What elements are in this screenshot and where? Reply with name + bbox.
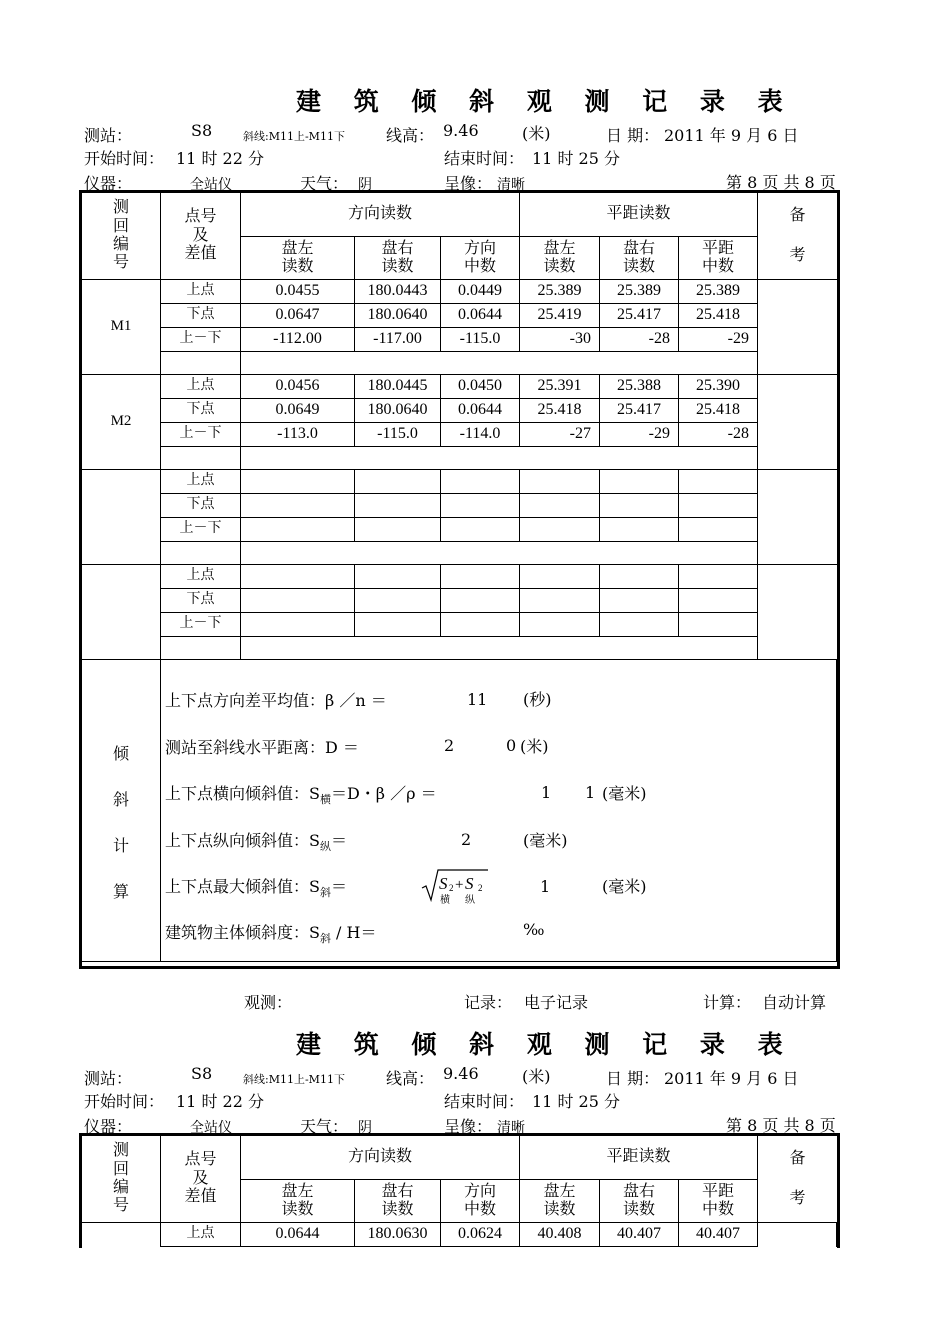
direction-reading-header: 方向读数 xyxy=(241,1136,520,1180)
observation-table xyxy=(81,1135,839,1247)
max-slope-label: 上下点最大倾斜值：$S_斜=$ xyxy=(165,877,347,900)
start-time-value: 11 时 22 分 xyxy=(176,149,264,168)
remark-cell xyxy=(758,565,838,660)
row-label-lower: 下点 xyxy=(161,399,241,423)
cell: -117.00 xyxy=(355,328,441,352)
horizontal-unit: (毫米) xyxy=(602,784,647,803)
vertical-unit: (毫米) xyxy=(523,831,568,850)
image-label: 呈像： xyxy=(444,1117,493,1136)
point-diff-header: 点号 及 差值 xyxy=(161,193,241,280)
station-no-header: 测 回 编 号 xyxy=(82,193,161,280)
station-no-header: 测 回 编 号 xyxy=(82,1136,161,1223)
weather-label: 天气： xyxy=(300,1117,349,1136)
cell: -114.0 xyxy=(441,423,520,447)
spacer-cell xyxy=(161,352,241,375)
vertical-label: 上下点纵向倾斜值：$S_纵=$ xyxy=(165,831,347,854)
slant-line: 斜线:M11上-M11下 xyxy=(243,130,345,143)
image-value: 清晰 xyxy=(497,1120,525,1136)
cell: -113.0 xyxy=(241,423,355,447)
spacer-cell xyxy=(241,352,758,375)
distance-value-b: 0 xyxy=(506,736,517,755)
remark-cell xyxy=(758,375,838,470)
end-time-value: 11 时 25 分 xyxy=(532,1092,620,1111)
cell: -112.00 xyxy=(241,328,355,352)
table-row xyxy=(82,494,838,518)
horizontal-value-a: 1 xyxy=(541,783,552,802)
cell: 25.419 xyxy=(520,304,600,328)
dist-left-header: 盘左 读数 xyxy=(520,1180,600,1223)
vertical-value: 2 xyxy=(461,830,472,849)
group-name: M2 xyxy=(82,375,161,470)
dist-left-header: 盘左 读数 xyxy=(520,237,600,280)
cell: 180.0640 xyxy=(355,399,441,423)
table-row xyxy=(82,1223,838,1247)
overall-slope-label: 建筑物主体倾斜度：$S_斜 / H=$ xyxy=(165,923,377,946)
row-label-lower: 下点 xyxy=(161,589,241,613)
table-row xyxy=(82,613,838,637)
distance-reading-header: 平距读数 xyxy=(520,1136,758,1180)
page-info: 第 8 页 共 8 页 xyxy=(726,173,836,192)
cell: 25.418 xyxy=(520,399,600,423)
row-label-diff: 上－下 xyxy=(161,613,241,637)
end-time-label: 结束时间： xyxy=(444,1092,525,1111)
cell: 0.0624 xyxy=(441,1223,520,1247)
cell: 180.0445 xyxy=(355,375,441,399)
cell: -28 xyxy=(679,423,758,447)
cell: 180.0443 xyxy=(355,280,441,304)
row-label-diff: 上－下 xyxy=(161,328,241,352)
start-time-value: 11 时 22 分 xyxy=(176,1092,264,1111)
cell: 25.391 xyxy=(520,375,600,399)
table-row xyxy=(82,304,838,328)
spacer-cell xyxy=(161,447,241,470)
dir-mid-header: 方向 中数 xyxy=(441,237,520,280)
cell: 25.418 xyxy=(679,304,758,328)
row-label-lower: 下点 xyxy=(161,494,241,518)
table-row xyxy=(82,375,838,399)
cell: 0.0449 xyxy=(441,280,520,304)
weather-label: 天气： xyxy=(300,174,349,193)
cell: -30 xyxy=(520,328,600,352)
spacer-cell xyxy=(161,637,241,660)
dir-mid-header: 方向 中数 xyxy=(441,1180,520,1223)
date-label: 日 期： xyxy=(606,126,660,145)
cell: -29 xyxy=(600,423,679,447)
spacer-cell xyxy=(161,542,241,565)
image-value: 清晰 xyxy=(497,177,525,193)
point-diff-header: 点号 及 差值 xyxy=(161,1136,241,1223)
row-label-diff: 上－下 xyxy=(161,423,241,447)
remark-header: 备 考 xyxy=(758,193,838,280)
group-name xyxy=(82,1223,161,1247)
dist-right-header: 盘右 读数 xyxy=(600,237,679,280)
table-row xyxy=(82,399,838,423)
weather-value: 阴 xyxy=(358,177,372,193)
cell: 0.0647 xyxy=(241,304,355,328)
end-time-label: 结束时间： xyxy=(444,149,525,168)
group-name xyxy=(82,565,161,660)
date-value: 2011 年 9 月 6 日 xyxy=(664,1069,799,1088)
cell: 25.389 xyxy=(520,280,600,304)
svg-text:S: S xyxy=(465,874,474,893)
row-label-upper: 上点 xyxy=(161,375,241,399)
spacer-cell xyxy=(241,637,758,660)
calculator-value: 自动计算 xyxy=(762,993,827,1012)
svg-text:2: 2 xyxy=(449,883,454,893)
cell: 0.0649 xyxy=(241,399,355,423)
start-time-label: 开始时间： xyxy=(84,1092,165,1111)
station-label: 测站： xyxy=(84,126,133,145)
slant-line: 斜线:M11上-M11下 xyxy=(243,1073,345,1086)
cell: 180.0630 xyxy=(355,1223,441,1247)
end-time-value: 11 时 25 分 xyxy=(532,149,620,168)
horizontal-label: 上下点横向倾斜值：$S_横=D$・β ／ρ ＝ xyxy=(165,784,437,807)
cell: 0.0644 xyxy=(441,399,520,423)
formula-sub-horizontal: 横 xyxy=(440,895,450,906)
cell: 180.0640 xyxy=(355,304,441,328)
cell: 40.408 xyxy=(520,1223,600,1247)
cell: -29 xyxy=(679,328,758,352)
image-label: 呈像： xyxy=(444,174,493,193)
line-height-label: 线高： xyxy=(386,126,435,145)
horizontal-value-b: 1 xyxy=(585,783,596,802)
avg-diff-label: 上下点方向差平均值：β ／n ＝ xyxy=(165,691,387,710)
remark-cell xyxy=(758,1223,838,1247)
start-time-label: 开始时间： xyxy=(84,149,165,168)
calculator-label: 计算： xyxy=(703,993,752,1012)
row-label-upper: 上点 xyxy=(161,1223,241,1247)
spacer-cell xyxy=(241,542,758,565)
avg-diff-value: 11 xyxy=(467,690,488,709)
instrument-value: 全站仪 xyxy=(190,177,232,193)
distance-value-a: 2 xyxy=(444,736,455,755)
cell: -115.0 xyxy=(355,423,441,447)
distance-unit: (米) xyxy=(520,737,549,756)
row-label-upper: 上点 xyxy=(161,280,241,304)
cell: 25.390 xyxy=(679,375,758,399)
cell: 25.418 xyxy=(679,399,758,423)
table-row xyxy=(82,589,838,613)
table-row xyxy=(82,470,838,494)
cell: 0.0450 xyxy=(441,375,520,399)
page-info: 第 8 页 共 8 页 xyxy=(726,1116,836,1135)
dist-right-header: 盘右 读数 xyxy=(600,1180,679,1223)
spacer-cell xyxy=(241,447,758,470)
remark-cell xyxy=(758,470,838,565)
right-reading-header: 盘右 读数 xyxy=(355,1180,441,1223)
table-row xyxy=(82,518,838,542)
date-value: 2011 年 9 月 6 日 xyxy=(664,126,799,145)
cell: 40.407 xyxy=(679,1223,758,1247)
dist-mid-header: 平距 中数 xyxy=(679,1180,758,1223)
station-value: S8 xyxy=(191,1064,213,1083)
cell: 25.389 xyxy=(679,280,758,304)
right-reading-header: 盘右 读数 xyxy=(355,237,441,280)
line-height-unit: (米) xyxy=(522,1067,551,1086)
line-height-unit: (米) xyxy=(522,124,551,143)
table-row xyxy=(82,328,838,352)
recorder-value: 电子记录 xyxy=(524,993,589,1012)
observer-label: 观测： xyxy=(244,993,293,1012)
cell: 0.0456 xyxy=(241,375,355,399)
station-value: S8 xyxy=(191,121,213,140)
svg-text:+: + xyxy=(455,877,464,893)
station-label: 测站： xyxy=(84,1069,133,1088)
table-row xyxy=(82,423,838,447)
instrument-value: 全站仪 xyxy=(190,1120,232,1136)
cell: 40.407 xyxy=(600,1223,679,1247)
table-row xyxy=(82,280,838,304)
instrument-label: 仪器： xyxy=(84,1117,133,1136)
left-reading-header: 盘左 读数 xyxy=(241,237,355,280)
remark-header: 备 考 xyxy=(758,1136,838,1223)
line-height-value: 9.46 xyxy=(443,1064,479,1083)
max-slope-value: 1 xyxy=(540,877,551,896)
row-label-upper: 上点 xyxy=(161,565,241,589)
cell: 25.417 xyxy=(600,399,679,423)
cell: 25.388 xyxy=(600,375,679,399)
avg-diff-unit: (秒) xyxy=(523,690,552,709)
distance-reading-header: 平距读数 xyxy=(520,193,758,237)
cell: 0.0644 xyxy=(241,1223,355,1247)
page-title: 建 筑 倾 斜 观 测 记 录 表 xyxy=(296,87,795,116)
cell: 25.389 xyxy=(600,280,679,304)
cell: 0.0644 xyxy=(441,304,520,328)
table-row xyxy=(82,565,838,589)
row-label-upper: 上点 xyxy=(161,470,241,494)
svg-text:2: 2 xyxy=(478,883,483,893)
cell: 0.0455 xyxy=(241,280,355,304)
cell: 25.417 xyxy=(600,304,679,328)
distance-label: 测站至斜线水平距离：D ＝ xyxy=(165,738,359,757)
weather-value: 阴 xyxy=(358,1120,372,1136)
group-name: M1 xyxy=(82,280,161,375)
cell: -115.0 xyxy=(441,328,520,352)
date-label: 日 期： xyxy=(606,1069,660,1088)
cell: -27 xyxy=(520,423,600,447)
sqrt-formula-icon xyxy=(420,866,490,906)
formula-sub-vertical: 纵 xyxy=(465,895,475,906)
page-title: 建 筑 倾 斜 观 测 记 录 表 xyxy=(296,1030,795,1059)
instrument-label: 仪器： xyxy=(84,174,133,193)
remark-cell xyxy=(758,280,838,375)
max-slope-unit: (毫米) xyxy=(602,877,647,896)
calc-side-label: 倾 斜 计 算 xyxy=(82,660,161,962)
cell: -28 xyxy=(600,328,679,352)
dist-mid-header: 平距 中数 xyxy=(679,237,758,280)
row-label-diff: 上－下 xyxy=(161,518,241,542)
group-name xyxy=(82,470,161,565)
recorder-label: 记录： xyxy=(464,993,513,1012)
left-reading-header: 盘左 读数 xyxy=(241,1180,355,1223)
svg-text:S: S xyxy=(439,874,448,893)
direction-reading-header: 方向读数 xyxy=(241,193,520,237)
row-label-lower: 下点 xyxy=(161,304,241,328)
line-height-label: 线高： xyxy=(386,1069,435,1088)
overall-slope-unit: ‰ xyxy=(523,920,545,939)
line-height-value: 9.46 xyxy=(443,121,479,140)
